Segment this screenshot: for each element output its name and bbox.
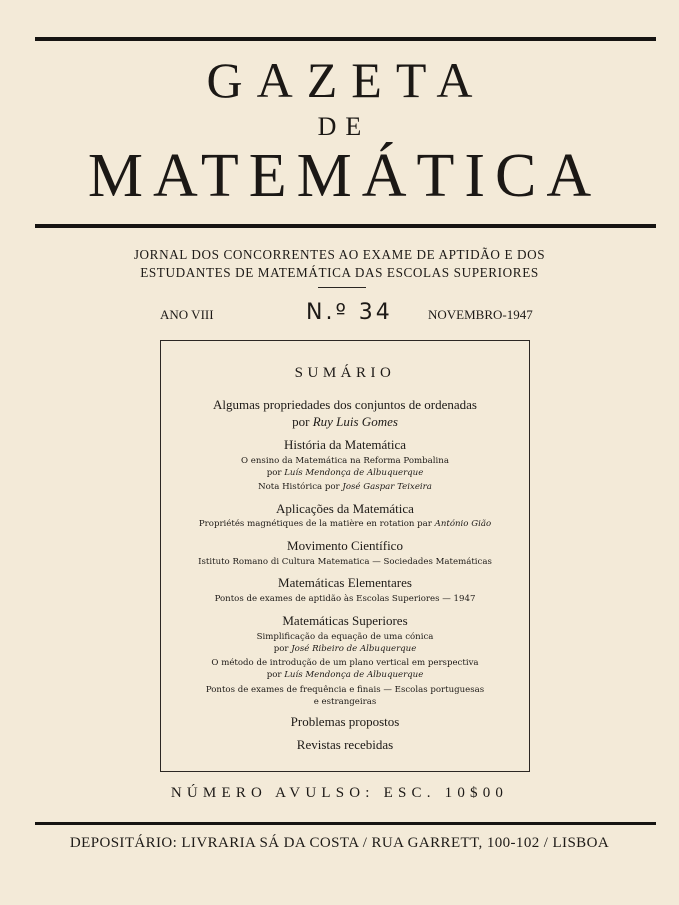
sumario-title: SUMÁRIO <box>294 365 396 381</box>
article-1-author: Ruy Luis Gomes <box>312 414 398 429</box>
article-1-title: Algumas propriedades dos conjuntos de ordenadas <box>213 397 477 412</box>
footer-top-rule <box>35 822 656 825</box>
superiores-item-1-author: José Ribeiro de Albuquerque <box>291 644 417 654</box>
movimento-item: Istituto Romano di Cultura Matematica — Sociedades Matemáticas <box>198 557 492 567</box>
superiores-item-2-author: Luís Mendonça de Albuquerque <box>284 670 424 680</box>
byline-prefix: por <box>273 644 292 654</box>
byline-prefix: por <box>266 670 285 680</box>
byline-prefix: por <box>266 468 285 478</box>
subtitle-line-1: JORNAL DOS CONCORRENTES AO EXAME DE APTIDÃO E DOS <box>133 247 546 262</box>
superiores-item-1: Simplificação da equação de uma cónica <box>256 632 434 642</box>
price-line: NÚMERO AVULSO: ESC. 10$00 <box>170 785 509 801</box>
issue-number: N.º 34 <box>306 300 393 325</box>
subtitle-divider <box>318 287 366 288</box>
article-1-byline <box>160 414 530 430</box>
byline-prefix: por <box>292 414 313 429</box>
superiores-item-1-byline <box>160 644 530 654</box>
historia-item-1-byline <box>160 468 530 478</box>
historia-item-2-author: José Gaspar Teixeira <box>342 482 432 492</box>
superiores-item-2-byline <box>160 670 530 680</box>
subtitle-line-2: ESTUDANTES DE MATEMÁTICA DAS ESCOLAS SUPERIORES <box>140 265 539 280</box>
section-revistas: Revistas recebidas <box>296 737 394 752</box>
issue-date: NOVEMBRO-1947 <box>428 307 533 322</box>
issue-info <box>0 300 679 330</box>
section-aplicacoes: Aplicações da Matemática <box>276 501 414 516</box>
section-movimento: Movimento Científico <box>287 538 403 553</box>
aplicacoes-item-text: Propriétés magnétiques de la matière en rotation par <box>198 519 435 529</box>
elementares-item: Pontos de exames de aptidão às Escolas Superiores — 1947 <box>214 594 476 604</box>
historia-item-1: O ensino da Matemática na Reforma Pombalina <box>241 456 449 466</box>
superiores-item-3-line-2: e estrangeiras <box>313 697 377 707</box>
superiores-item-2: O método de introdução de um plano vertical em perspectiva <box>211 658 479 668</box>
section-superiores: Matemáticas Superiores <box>282 613 408 628</box>
section-problemas: Problemas propostos <box>290 714 400 729</box>
masthead-title-gazeta: GAZETA <box>206 52 487 108</box>
issue-year: ANO VIII <box>160 307 214 322</box>
section-elementares: Matemáticas Elementares <box>278 575 412 590</box>
top-rule <box>35 37 656 41</box>
historia-item-2-text: Nota Histórica por <box>258 482 343 492</box>
aplicacoes-item-author: António Gião <box>434 519 492 529</box>
section-historia: História da Matemática <box>283 437 406 452</box>
historia-item-1-author: Luís Mendonça de Albuquerque <box>284 468 424 478</box>
masthead-bottom-rule <box>35 224 656 228</box>
historia-item-2 <box>160 482 530 492</box>
aplicacoes-item <box>160 519 530 529</box>
depositario-line: DEPOSITÁRIO: LIVRARIA SÁ DA COSTA / RUA GARRETT, 100-102 / LISBOA <box>69 835 610 851</box>
superiores-item-3-line-1: Pontos de exames de frequência e finais — Escolas portuguesas <box>205 685 485 695</box>
masthead-title-de: DE <box>317 112 371 141</box>
masthead-title-matematica: MATEMÁTICA <box>87 142 602 210</box>
